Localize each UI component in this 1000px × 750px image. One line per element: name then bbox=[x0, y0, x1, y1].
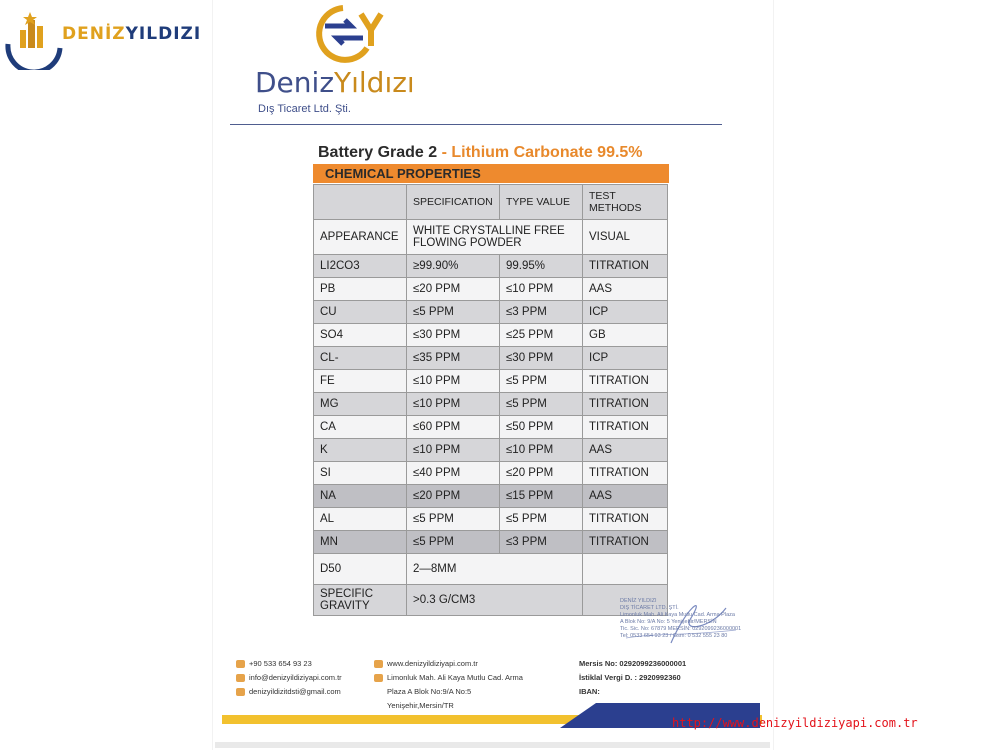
item-cell: LI2CO3 bbox=[314, 255, 407, 278]
spec-cell: ≤30 PPM bbox=[407, 324, 500, 347]
item-cell: SI bbox=[314, 462, 407, 485]
method-cell: VISUAL bbox=[583, 220, 668, 255]
method-cell: TITRATION bbox=[583, 416, 668, 439]
table-row bbox=[314, 508, 668, 531]
table-row bbox=[314, 220, 668, 255]
type-cell: ≤25 PPM bbox=[500, 324, 583, 347]
footer-mersis: Mersis No: 0292099236000001 bbox=[579, 659, 687, 668]
type-cell: ≤5 PPM bbox=[500, 393, 583, 416]
document-title bbox=[318, 144, 643, 162]
footer-address-2: Plaza A Blok No:9/A No:5 bbox=[387, 687, 472, 696]
method-cell: TITRATION bbox=[583, 370, 668, 393]
table-row bbox=[314, 439, 668, 462]
table-row bbox=[314, 416, 668, 439]
corner-logo-text-part2: YILDIZI bbox=[125, 24, 202, 44]
globe-icon bbox=[374, 660, 383, 668]
item-cell: SO4 bbox=[314, 324, 407, 347]
header-cell: SPECIFICATION bbox=[407, 185, 500, 220]
footer-phone-text: +90 533 654 93 23 bbox=[249, 659, 312, 668]
brand-name-part2: Yıldızı bbox=[334, 66, 415, 99]
type-cell: ≤5 PPM bbox=[500, 508, 583, 531]
footer-email-2[interactable] bbox=[236, 685, 342, 699]
type-cell: ≤3 PPM bbox=[500, 301, 583, 324]
email-icon bbox=[236, 688, 245, 696]
table-row bbox=[314, 531, 668, 554]
brand-name bbox=[255, 66, 415, 99]
table-row bbox=[314, 485, 668, 508]
watermark-url[interactable]: http://www.denizyildiziyapi.com.tr bbox=[672, 716, 918, 730]
corner-logo-text-part1: DENİZ bbox=[62, 24, 126, 44]
dy-monogram-icon bbox=[303, 0, 393, 66]
footer-tax: İstiklal Vergi D. : 2920992360 bbox=[579, 673, 681, 682]
spec-cell: 2—8MM bbox=[407, 554, 583, 585]
header-cell: TYPE VALUE bbox=[500, 185, 583, 220]
type-cell: ≤10 PPM bbox=[500, 278, 583, 301]
type-cell: ≤5 PPM bbox=[500, 370, 583, 393]
corner-logo-text bbox=[62, 24, 201, 44]
table-row bbox=[314, 347, 668, 370]
footer-phone bbox=[236, 657, 342, 671]
table-row bbox=[314, 370, 668, 393]
brand-subtitle: Dış Ticaret Ltd. Şti. bbox=[258, 103, 351, 115]
location-pin-icon bbox=[374, 674, 383, 682]
method-cell: TITRATION bbox=[583, 462, 668, 485]
type-cell: ≤15 PPM bbox=[500, 485, 583, 508]
table-row bbox=[314, 324, 668, 347]
footer-website[interactable] bbox=[374, 657, 523, 671]
item-cell: FE bbox=[314, 370, 407, 393]
spec-cell: ≤60 PPM bbox=[407, 416, 500, 439]
footer-iban: IBAN: bbox=[579, 687, 600, 696]
footer-email-1-text[interactable]: info@denizyildiziyapi.com.tr bbox=[249, 673, 342, 682]
footer-address-1: Limonluk Mah. Ali Kaya Mutlu Cad. Arma bbox=[387, 673, 523, 682]
item-cell: CU bbox=[314, 301, 407, 324]
item-cell: AL bbox=[314, 508, 407, 531]
footer-email-2-text[interactable]: denizyildizitdsti@gmail.com bbox=[249, 687, 341, 696]
header-cell: TEST METHODS bbox=[583, 185, 668, 220]
title-part1: Battery Grade 2 bbox=[318, 144, 442, 161]
item-cell: MG bbox=[314, 393, 407, 416]
spec-cell: ≤10 PPM bbox=[407, 393, 500, 416]
star-building-icon bbox=[2, 8, 64, 70]
method-cell: ICP bbox=[583, 301, 668, 324]
method-cell: TITRATION bbox=[583, 508, 668, 531]
chemical-properties-table bbox=[313, 184, 668, 616]
item-cell: PB bbox=[314, 278, 407, 301]
item-cell: MN bbox=[314, 531, 407, 554]
spec-cell: ≤5 PPM bbox=[407, 508, 500, 531]
item-cell: CA bbox=[314, 416, 407, 439]
header-cell bbox=[314, 185, 407, 220]
spec-cell: >0.3 G/CM3 bbox=[407, 585, 583, 616]
header-divider bbox=[230, 124, 722, 125]
method-cell: AAS bbox=[583, 439, 668, 462]
method-cell bbox=[583, 554, 668, 585]
type-cell: ≤3 PPM bbox=[500, 531, 583, 554]
type-cell: ≤20 PPM bbox=[500, 462, 583, 485]
spec-cell: ≤35 PPM bbox=[407, 347, 500, 370]
type-cell: ≤10 PPM bbox=[500, 439, 583, 462]
spec-cell: ≤10 PPM bbox=[407, 439, 500, 462]
item-cell: CL- bbox=[314, 347, 407, 370]
item-cell: SPECIFIC GRAVITY bbox=[314, 585, 407, 616]
footer-website-text[interactable]: www.denizyildiziyapi.com.tr bbox=[387, 659, 478, 668]
brand-name-part1: Deniz bbox=[255, 66, 335, 99]
title-part2: - Lithium Carbonate 99.5% bbox=[441, 144, 643, 161]
spec-cell: ≤10 PPM bbox=[407, 370, 500, 393]
spec-cell: ≤5 PPM bbox=[407, 301, 500, 324]
footer-address bbox=[374, 671, 523, 685]
method-cell: GB bbox=[583, 324, 668, 347]
phone-icon bbox=[236, 660, 245, 668]
spec-cell: ≤20 PPM bbox=[407, 278, 500, 301]
table-row bbox=[314, 462, 668, 485]
footer-email-1[interactable] bbox=[236, 671, 342, 685]
table-row bbox=[314, 255, 668, 278]
stamp-text: DENİZ YILDIZI DIŞ TİCARET LTD. ŞTİ. Limonluk Mah. Ali Kaya Mutlu Cad. Arma Plaza A Blok No: 9/A No: 5 Yenişehir/MERSİN Tic. Sic. No: 67879 MERSİN: 0292099236000001 Tel: 0533 654 93 23 / Gsm: 0 532 555 23 80 bbox=[620, 598, 742, 639]
table-row bbox=[314, 554, 668, 585]
section-header: CHEMICAL PROPERTIES bbox=[313, 164, 669, 183]
table-row bbox=[314, 393, 668, 416]
method-cell: AAS bbox=[583, 485, 668, 508]
method-cell: TITRATION bbox=[583, 531, 668, 554]
table-header-row bbox=[314, 185, 668, 220]
item-cell: K bbox=[314, 439, 407, 462]
method-cell: ICP bbox=[583, 347, 668, 370]
email-icon bbox=[236, 674, 245, 682]
spec-cell: ≤40 PPM bbox=[407, 462, 500, 485]
type-cell: ≤50 PPM bbox=[500, 416, 583, 439]
table-row bbox=[314, 301, 668, 324]
spec-cell: ≤5 PPM bbox=[407, 531, 500, 554]
bottom-strip bbox=[215, 742, 770, 748]
type-cell: ≤30 PPM bbox=[500, 347, 583, 370]
item-cell: NA bbox=[314, 485, 407, 508]
method-cell: TITRATION bbox=[583, 255, 668, 278]
spec-cell: ≤20 PPM bbox=[407, 485, 500, 508]
footer-address-3: Yenişehir,Mersin/TR bbox=[387, 701, 454, 710]
item-cell: APPEARANCE bbox=[314, 220, 407, 255]
spec-cell: WHITE CRYSTALLINE FREE FLOWING POWDER bbox=[407, 220, 583, 255]
table-row bbox=[314, 278, 668, 301]
method-cell: TITRATION bbox=[583, 393, 668, 416]
method-cell: AAS bbox=[583, 278, 668, 301]
table-row bbox=[314, 585, 668, 616]
type-cell: 99.95% bbox=[500, 255, 583, 278]
item-cell: D50 bbox=[314, 554, 407, 585]
spec-cell: ≥99.90% bbox=[407, 255, 500, 278]
